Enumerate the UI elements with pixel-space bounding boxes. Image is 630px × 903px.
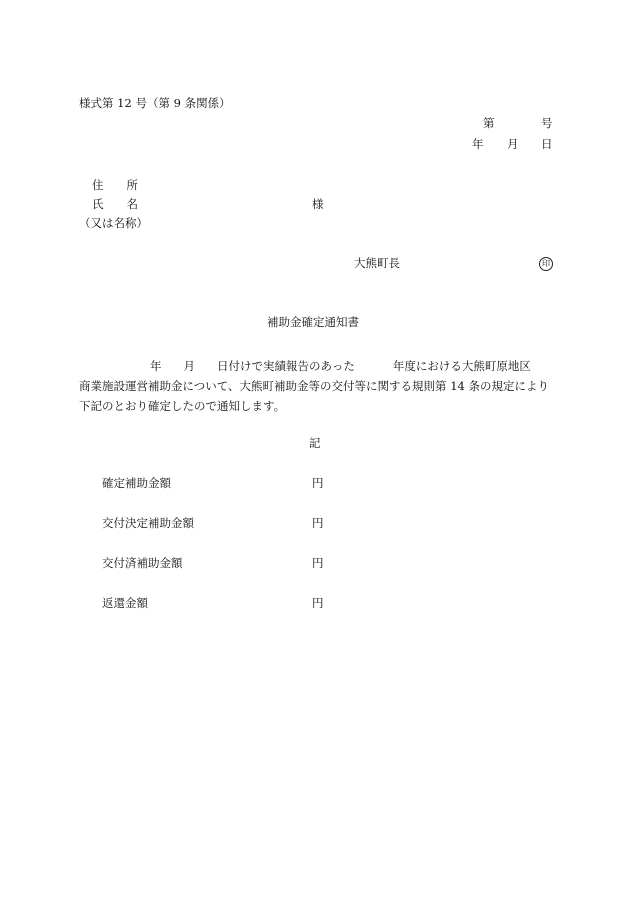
body-date-rest: 日付けで実績報告のあった <box>217 359 355 373</box>
body-line1-tail: 年度における大熊町原地区 <box>392 359 531 373</box>
item-unit-confirmed-amount: 円 <box>312 476 324 490</box>
sender-title: 大熊町長 <box>354 256 400 270</box>
body-paragraph <box>79 356 553 416</box>
item-unit-refund-amount: 円 <box>312 596 324 610</box>
note-heading: 記 <box>309 436 321 450</box>
item-label-paid-amount: 交付済補助金額 <box>102 556 183 570</box>
body-year: 年 <box>150 359 162 373</box>
doc-number-prefix: 第 <box>483 116 495 130</box>
doc-number-suffix: 号 <box>541 116 553 130</box>
date-month: 月 <box>507 137 519 151</box>
body-line-1 <box>79 356 553 376</box>
form-number: 様式第 12 号（第 9 条関係） <box>79 96 231 110</box>
body-month: 月 <box>183 359 195 373</box>
seal-mark: 印 <box>539 257 553 271</box>
item-label-confirmed-amount: 確定補助金額 <box>102 476 171 490</box>
body-line-3: 下記のとおり確定したので通知します。 <box>79 399 286 413</box>
item-label-decided-amount: 交付決定補助金額 <box>102 516 194 530</box>
item-label-refund-amount: 返還金額 <box>102 596 148 610</box>
address-label: 住 所 <box>92 178 138 192</box>
honorific: 様 <box>312 197 324 211</box>
date-day: 日 <box>541 137 553 151</box>
body-line-2: 商業施設運営補助金について、大熊町補助金等の交付等に関する規則第 14 条の規定により <box>79 379 549 393</box>
item-unit-paid-amount: 円 <box>312 556 324 570</box>
name-label: 氏 名 <box>92 197 138 211</box>
item-unit-decided-amount: 円 <box>312 516 324 530</box>
document-title: 補助金確定通知書 <box>267 315 359 329</box>
alt-name-label: （又は名称） <box>79 216 148 230</box>
date-year: 年 <box>472 137 484 151</box>
